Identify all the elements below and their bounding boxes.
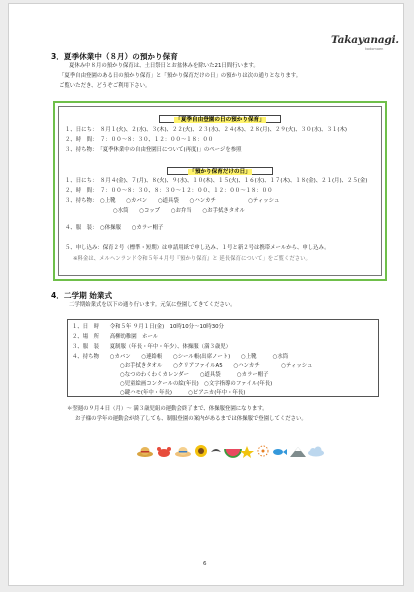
care-only-items-cont: ○水筒 ○コップ ○お弁当 ○お手拭きタオル <box>113 208 245 214</box>
fireworks-icon <box>258 446 268 456</box>
free-attendance-items: ３、持ち物： 「夏季休業中の自由登園日について(再度)」のページを参照 <box>65 147 242 153</box>
sparkle-icon <box>240 446 254 458</box>
ceremony-items-4: ○児童絵画コンクールの絵(年長) ○文字指導のファイル(年長) <box>120 381 273 387</box>
ceremony-details-box <box>67 319 379 397</box>
free-attendance-dates: １、日にち： ８月１(火)、２(水)、３(木)、２２(火)、２３(水)、２４(木)、２８(月)、２９(火)、３０(水)、３１(木) <box>65 127 347 133</box>
care-only-dates: １、日にち： ８月４(金)、７(月)、８(火)、９(水)、１０(木)、１５(火)、１６(水)、１７(木)、１８(金)、２１(月)、２５(金) <box>65 178 368 184</box>
care-only-application: ５、申し込み：保育２号（標準・短期）は申請用紙で申し込み、１号と新２号は携帯メールから、申し込み。 <box>65 245 330 251</box>
logo-wordmark: Takayanagi. <box>331 34 399 46</box>
care-only-items: ３、持ち物： ○上靴 ○カバン ○道具袋 ○ハンカチ ○ティッシュ <box>65 198 280 204</box>
mountain-icon <box>290 447 306 457</box>
ceremony-items-1: ４、持ち物 ○カバン ○連絡帳 ○シール帳(出席ノート) ○上靴 ○水筒 <box>72 354 289 360</box>
care-only-dress: ４、服 装： ○体操服 ○カラー帽子 <box>65 225 164 231</box>
summer-illustrations <box>137 444 327 458</box>
ceremony-items-5: ○鍵ハモ(年中・年長) ○ピアニカ(年中・年長) <box>120 390 246 396</box>
bird-icon <box>211 449 221 452</box>
summer-care-frame <box>53 101 387 281</box>
free-attendance-title: 「夏季自由登園の日の預かり保育」 <box>159 115 281 123</box>
page-number: 6 <box>203 561 207 567</box>
ceremony-dress: ３、服 装 夏制服（年長・年中・年少）、体操服（満３歳児） <box>72 344 232 350</box>
footnote-uniform: お子様の学年の運動会が終了しても、制服登園の案内があるまでは体操服で登園してください。 <box>75 416 307 422</box>
section3-intro-line2: 「夏季自由登園のある日の預かり保育」と「預かり保育だけの日」の預かりは次の通りとなります。 <box>59 73 302 79</box>
fish-icon <box>273 449 287 455</box>
cloud-icon <box>308 447 324 457</box>
care-only-title: 「預かり保育だけの日」 <box>167 167 273 175</box>
care-only-hours: ２、時 間： ７：００～８：３０、８：３０～１２：００、１２：００～１８：００ <box>65 188 273 194</box>
document-page <box>8 3 404 586</box>
crab-icon <box>157 447 171 457</box>
section3-intro-line1: 夏休み中８月の預かり保育は、土日祭日とお盆休みを除いた21日間行います。 <box>69 63 259 69</box>
kindergarten-logo <box>331 34 399 56</box>
ceremony-items-2: ○お手拭きタオル ○クリアファイルA5 ○ハンカチ ○ティッシュ <box>120 363 313 369</box>
section3-heading: 3．夏季休業中（８月）の預かり保育 <box>51 52 178 61</box>
footnote-gym-wear: ＊翌週の９月４日（月）～ 満３歳児組の運動会終了まで、体操服登園になります。 <box>67 406 268 412</box>
strawhat-icon <box>137 447 153 457</box>
section4-heading: 4．二学期 始業式 <box>51 291 113 300</box>
section3-intro-line3: ご覧いただき、どうぞご利用下さい。 <box>59 83 151 89</box>
care-only-fee-note: ※料金は、メルヘンランド令和５年４月号『預かり保育』と 延長保育について」をご覧ください。 <box>73 256 311 262</box>
free-attendance-hours: ２、時 間： ７：００～８：３０、１２：００～１８：００ <box>65 137 214 143</box>
watermelon-icon <box>225 449 241 457</box>
ceremony-items-3: ○なつのわくわくカレンダー ○道具袋 ○カラー帽子 <box>120 372 269 378</box>
ceremony-date: １、日 時 令和５年 ９月１日(金) 10時10分～10時30分 <box>72 324 224 330</box>
section4-intro: 二学期始業式を以下の通り行います。元気に登園してきてください。 <box>69 302 236 308</box>
summer-care-box <box>58 106 382 276</box>
logo-subtext: kodomoen <box>365 47 384 51</box>
ceremony-place: ２、場 所 高柳幼稚園 ホール <box>72 334 159 340</box>
sunflower-icon <box>195 445 207 457</box>
sunhat-icon <box>175 447 191 457</box>
